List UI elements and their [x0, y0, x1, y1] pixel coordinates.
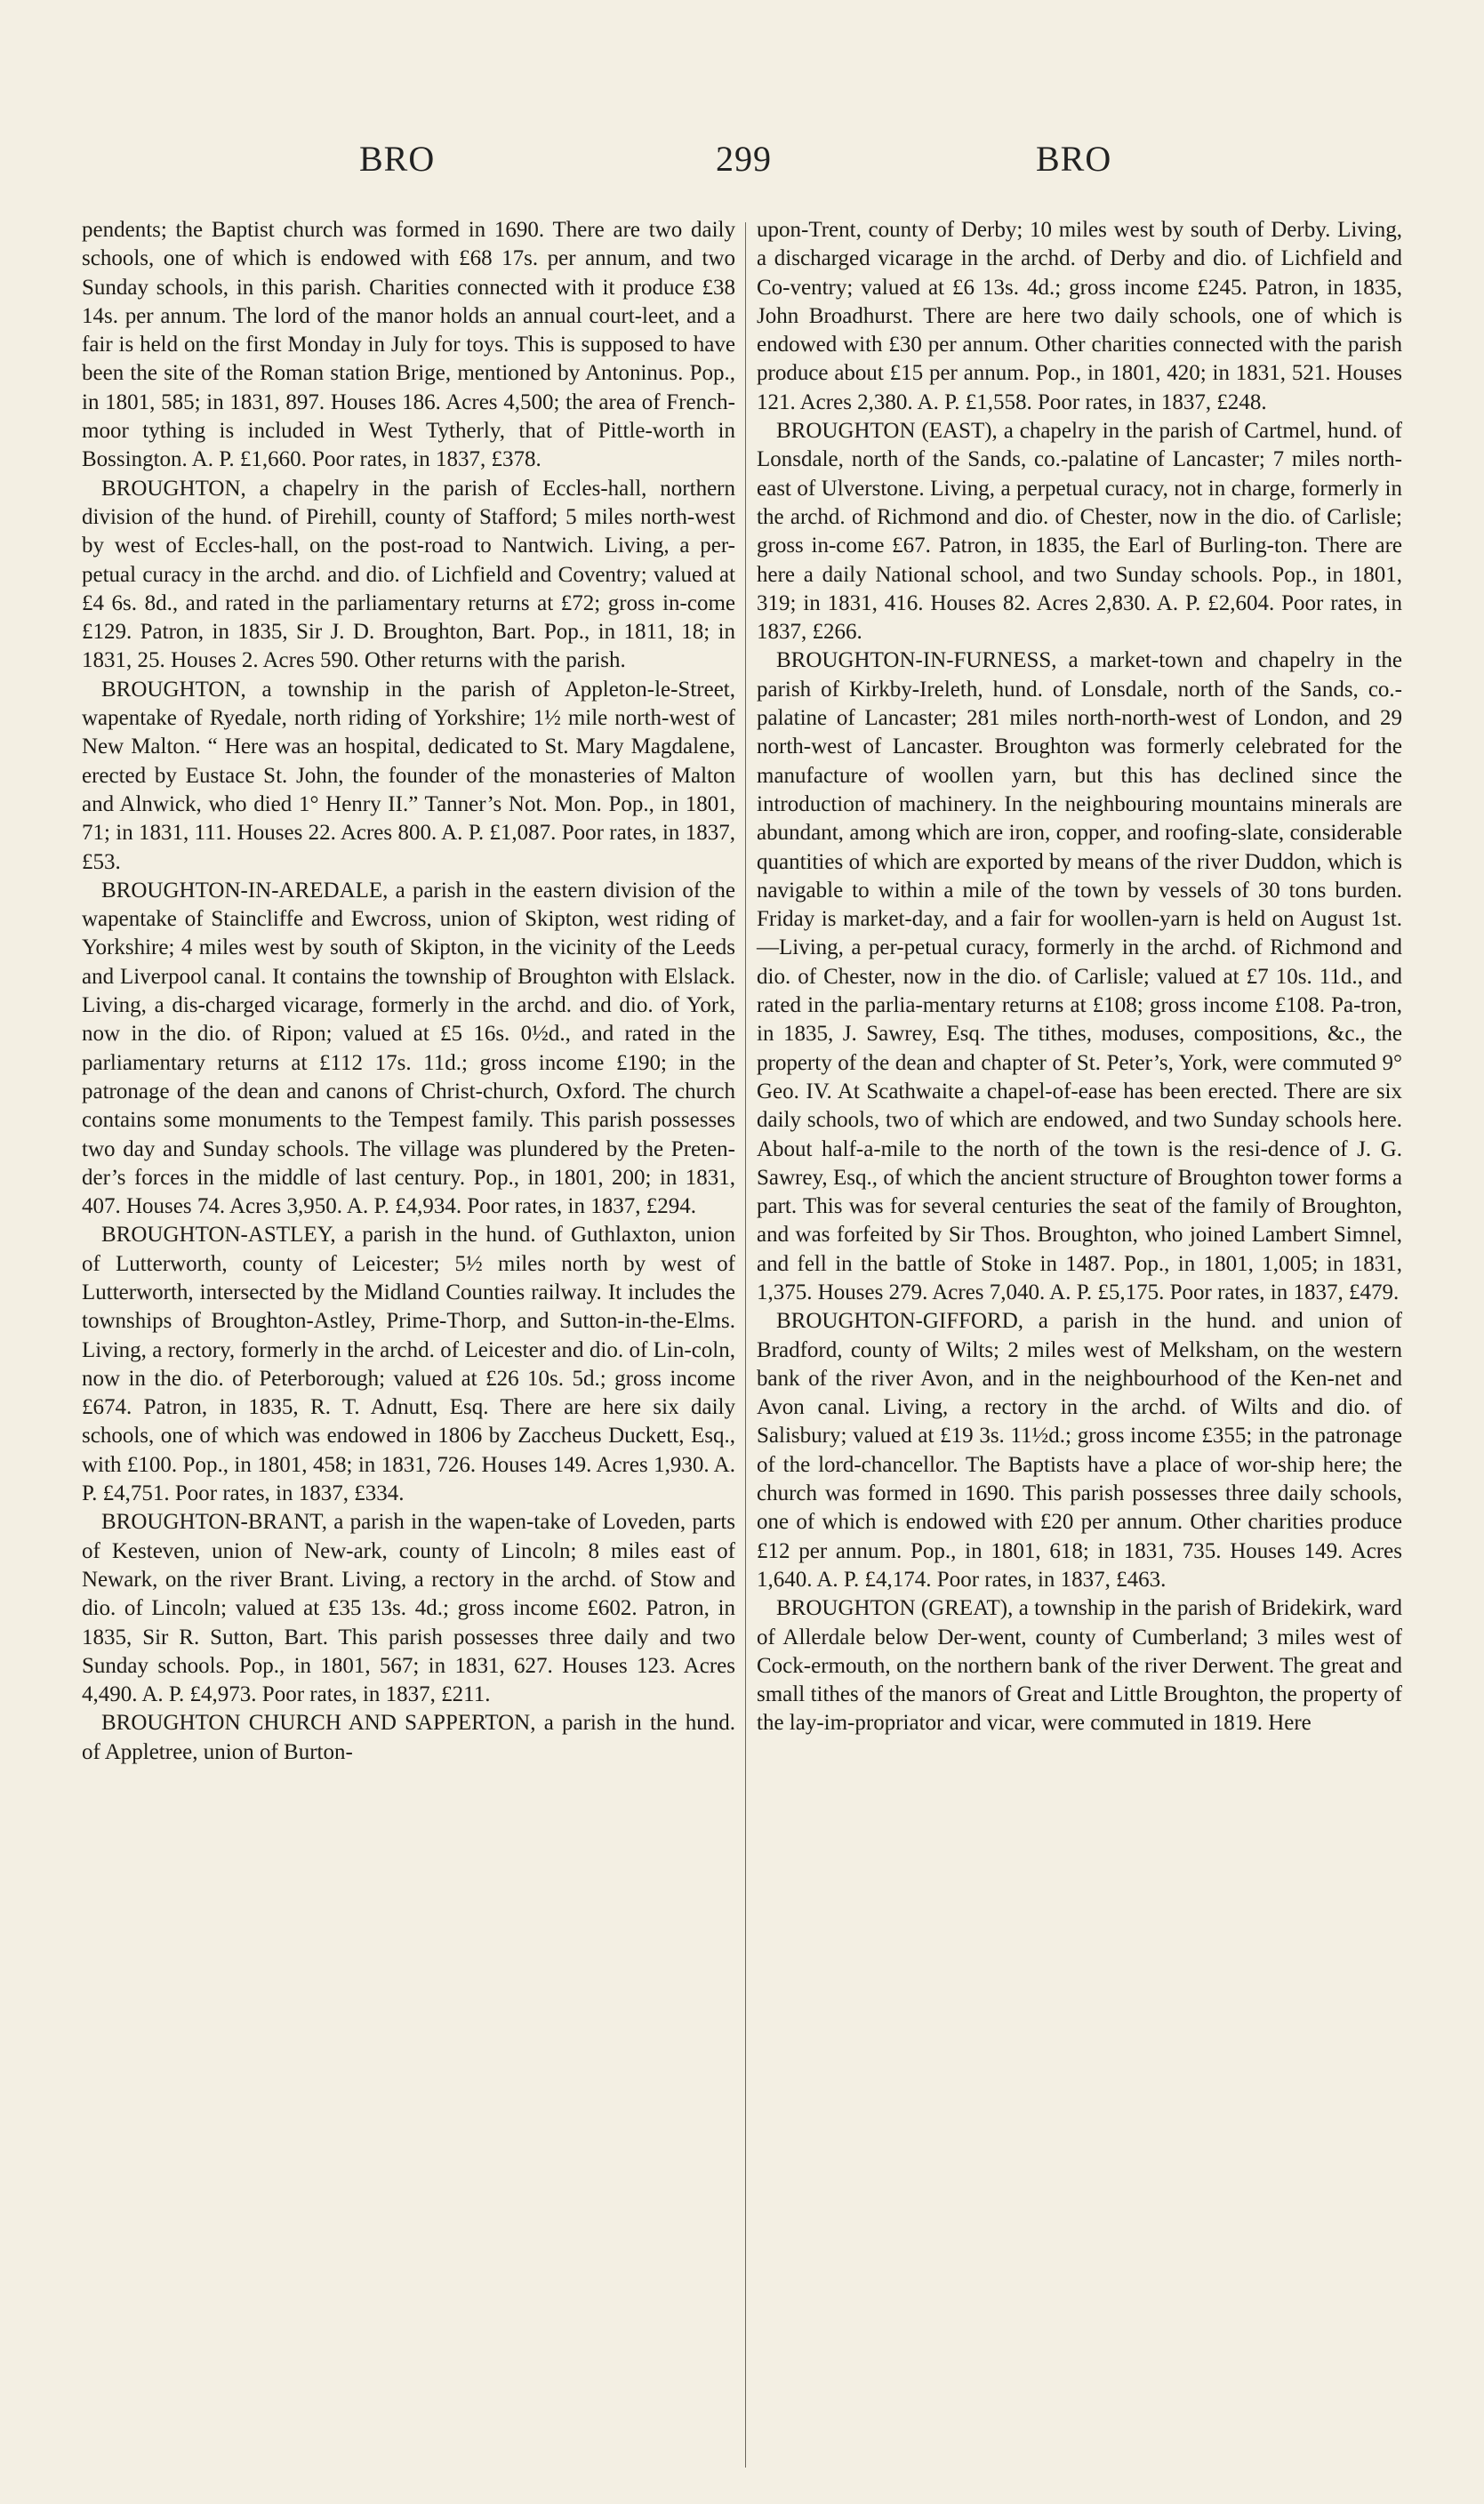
entry-paragraph: BROUGHTON CHURCH AND SAPPERTON, a parish in the hund. of Appletree, union of Burton- — [82, 1711, 735, 1764]
entry-paragraph: BROUGHTON-GIFFORD, a parish in the hund. and union of Bradford, county of Wilts; 2 miles west of Melksham, on the western bank of the river Avon, and in the neighbourhood of the Ken-net and Avon canal. Living, a rectory in the archd. of Wilts and dio. of Salisbury; valued at £19 3s. 11½d.; gross income £355; in the patronage of the lord-chancellor. The Baptists have a place of wor-ship here; the church was formed in 1690. This parish possesses three daily schools, one of which is endowed with £20 per annum. Other charities produce £12 per annum. Pop., in 1801, 618; in 1831, 735. Houses 149. Acres 1,640. A. P. £4,174. Poor rates, in 1837, £463. — [757, 1309, 1402, 1592]
entry-paragraph: BROUGHTON (EAST), a chapelry in the parish of Cartmel, hund. of Lonsdale, north of the Sands, co.-palatine of Lancaster; 7 miles north-east of Ulverstone. Living, a perpetual curacy, not in charge, formerly in the archd. of Richmond and dio. of Chester, now in the dio. of Carlisle; gross in-come £67. Patron, in 1835, the Earl of Burling-ton. There are here a daily National school, and two Sunday schools. Pop., in 1801, 319; in 1831, 416. Houses 82. Acres 2,830. A. P. £2,604. Poor rates, in 1837, £266. — [757, 419, 1402, 645]
page-header — [0, 138, 1484, 191]
column-divider — [745, 222, 746, 2468]
entry-paragraph: BROUGHTON-ASTLEY, a parish in the hund. of Guthlaxton, union of Lutterworth, county of Leicester; 5½ miles north by west of Lutterworth, intersected by the Midland Counties railway. It includes the townships of Broughton-Astley, Prime-Thorp, and Sutton-in-the-Elms. Living, a rectory, formerly in the archd. of Leicester and dio. of Lin-coln, now in the dio. of Peterborough; valued at £26 10s. 5d.; gross income £674. Patron, in 1835, R. T. Adnutt, Esq. There are here six daily schools, one of which was endowed in 1806 by Zaccheus Duckett, Esq., with £100. Pop., in 1801, 458; in 1831, 726. Houses 149. Acres 1,930. A. P. £4,751. Poor rates, in 1837, £334. — [82, 1223, 735, 1506]
entry-paragraph: BROUGHTON-IN-AREDALE, a parish in the eastern division of the wapentake of Staincliffe and Ewcross, union of Skipton, west riding of Yorkshire; 4 miles west by south of Skipton, in the vicinity of the Leeds and Liverpool canal. It contains the township of Broughton with Elslack. Living, a dis-charged vicarage, formerly in the archd. and dio. of York, now in the dio. of Ripon; valued at £5 16s. 0½d., and rated in the parliamentary returns at £112 17s. 11d.; gross income £190; in the patronage of the dean and canons of Christ-church, Oxford. The church contains some monuments to the Tempest family. This parish possesses two day and Sunday schools. The village was plundered by the Preten-der’s forces in the middle of last century. Pop., in 1801, 200; in 1831, 407. Houses 74. Acres 3,950. A. P. £4,934. Poor rates, in 1837, £294. — [82, 878, 735, 1219]
page-number: 299 — [716, 139, 772, 179]
entry-paragraph: BROUGHTON-BRANT, a parish in the wapen-take of Loveden, parts of Kesteven, union of New-ark, county of Lincoln; 8 miles east of Newark, on the river Brant. Living, a rectory in the archd. of Stow and dio. of Lincoln; valued at £35 13s. 4d.; gross income £602. Patron, in 1835, Sir R. Sutton, Bart. This parish possesses three daily and two Sunday schools. Pop., in 1801, 567; in 1831, 627. Houses 123. Acres 4,490. A. P. £4,973. Poor rates, in 1837, £211. — [82, 1510, 735, 1707]
entry-paragraph: BROUGHTON-IN-FURNESS, a market-town and chapelry in the parish of Kirkby-Ireleth, hund. of Lonsdale, north of the Sands, co.-palatine of Lancaster; 281 miles north-north-west of London, and 29 north-west of Lancaster. Broughton was formerly celebrated for the manufacture of woollen yarn, but this has declined since the introduction of machinery. In the neighbouring mountains minerals are abundant, among which are iron, copper, and roofing-slate, considerable quantities of which are exported by means of the river Duddon, which is navigable to within a mile of the town by vessels of 30 tons burden. Friday is market-day, and a fair for woollen-yarn is held on August 1st.—Living, a per-petual curacy, formerly in the archd. of Richmond and dio. of Chester, now in the dio. of Carlisle; valued at £7 10s. 11d., and rated in the parlia-mentary returns at £108; gross income £108. Pa-tron, in 1835, J. Sawrey, Esq. The tithes, moduses, compositions, &c., the property of the dean and chapter of St. Peter’s, York, were commuted 9° Geo. IV. At Scathwaite a chapel-of-ease has been erected. There are six daily schools, two of which are endowed, and two Sunday schools here. About half-a-mile to the north of the town is the resi-dence of J. G. Sawrey, Esq., of which the ancient structure of Broughton tower forms a part. This was for several centuries the seat of the family of Broughton, and was forfeited by Sir Thos. Broughton, who joined Lambert Simnel, and fell in the battle of Stoke in 1487. Pop., in 1801, 1,005; in 1831, 1,375. Houses 279. Acres 7,040. A. P. £5,175. Poor rates, in 1837, £479. — [757, 648, 1402, 1304]
entry-paragraph: upon-Trent, county of Derby; 10 miles west by south of Derby. Living, a discharged vicarage in the archd. of Derby and dio. of Lichfield and Co-ventry; valued at £6 13s. 4d.; gross income £245. Patron, in 1835, John Broadhurst. There are here two daily schools, one of which is endowed with £30 per annum. Other charities connected with the parish produce about £15 per annum. Pop., in 1801, 420; in 1831, 521. Houses 121. Acres 2,380. A. P. £1,558. Poor rates, in 1837, £248. — [757, 218, 1402, 414]
entry-paragraph: BROUGHTON (GREAT), a township in the parish of Bridekirk, ward of Allerdale below Der-went, county of Cumberland; 3 miles west of Cock-ermouth, on the northern bank of the river Derwent. The great and small tithes of the manors of Great and Little Broughton, the property of the lay-im-propriator and vicar, were commuted in 1819. Here — [757, 1596, 1402, 1736]
left-column — [82, 216, 735, 1767]
right-column — [757, 216, 1402, 1738]
running-head-left: BRO — [359, 139, 436, 179]
running-head-right: BRO — [1036, 139, 1112, 179]
entry-paragraph: pendents; the Baptist church was formed in 1690. There are two daily schools, one of which is endowed with £68 17s. per annum, and two Sunday schools, in this parish. Charities connected with it produce £38 14s. per annum. The lord of the manor holds an annual court-leet, and a fair is held on the first Monday in July for toys. This is supposed to have been the site of the Roman station Brige, mentioned by Antoninus. Pop., in 1801, 585; in 1831, 897. Houses 186. Acres 4,500; the area of French-moor tything is included in West Tytherly, that of Pittle-worth in Bossington. A. P. £1,660. Poor rates, in 1837, £378. — [82, 218, 735, 472]
entry-paragraph: BROUGHTON, a township in the parish of Appleton-le-Street, wapentake of Ryedale, north riding of Yorkshire; 1½ mile north-west of New Malton. “ Here was an hospital, dedicated to St. Mary Magdalene, erected by Eustace St. John, the founder of the monasteries of Malton and Alnwick, who died 1° Henry II.” Tanner’s Not. Mon. Pop., in 1801, 71; in 1831, 111. Houses 22. Acres 800. A. P. £1,087. Poor rates, in 1837, £53. — [82, 677, 735, 874]
entry-paragraph: BROUGHTON, a chapelry in the parish of Eccles-hall, northern division of the hund. of Pirehill, county of Stafford; 5 miles north-west by west of Eccles-hall, on the post-road to Nantwich. Living, a per-petual curacy in the archd. and dio. of Lichfield and Coventry; valued at £4 6s. 8d., and rated in the parliamentary returns at £72; gross in-come £129. Patron, in 1835, Sir J. D. Broughton, Bart. Pop., in 1811, 18; in 1831, 25. Houses 2. Acres 590. Other returns with the parish. — [82, 476, 735, 673]
